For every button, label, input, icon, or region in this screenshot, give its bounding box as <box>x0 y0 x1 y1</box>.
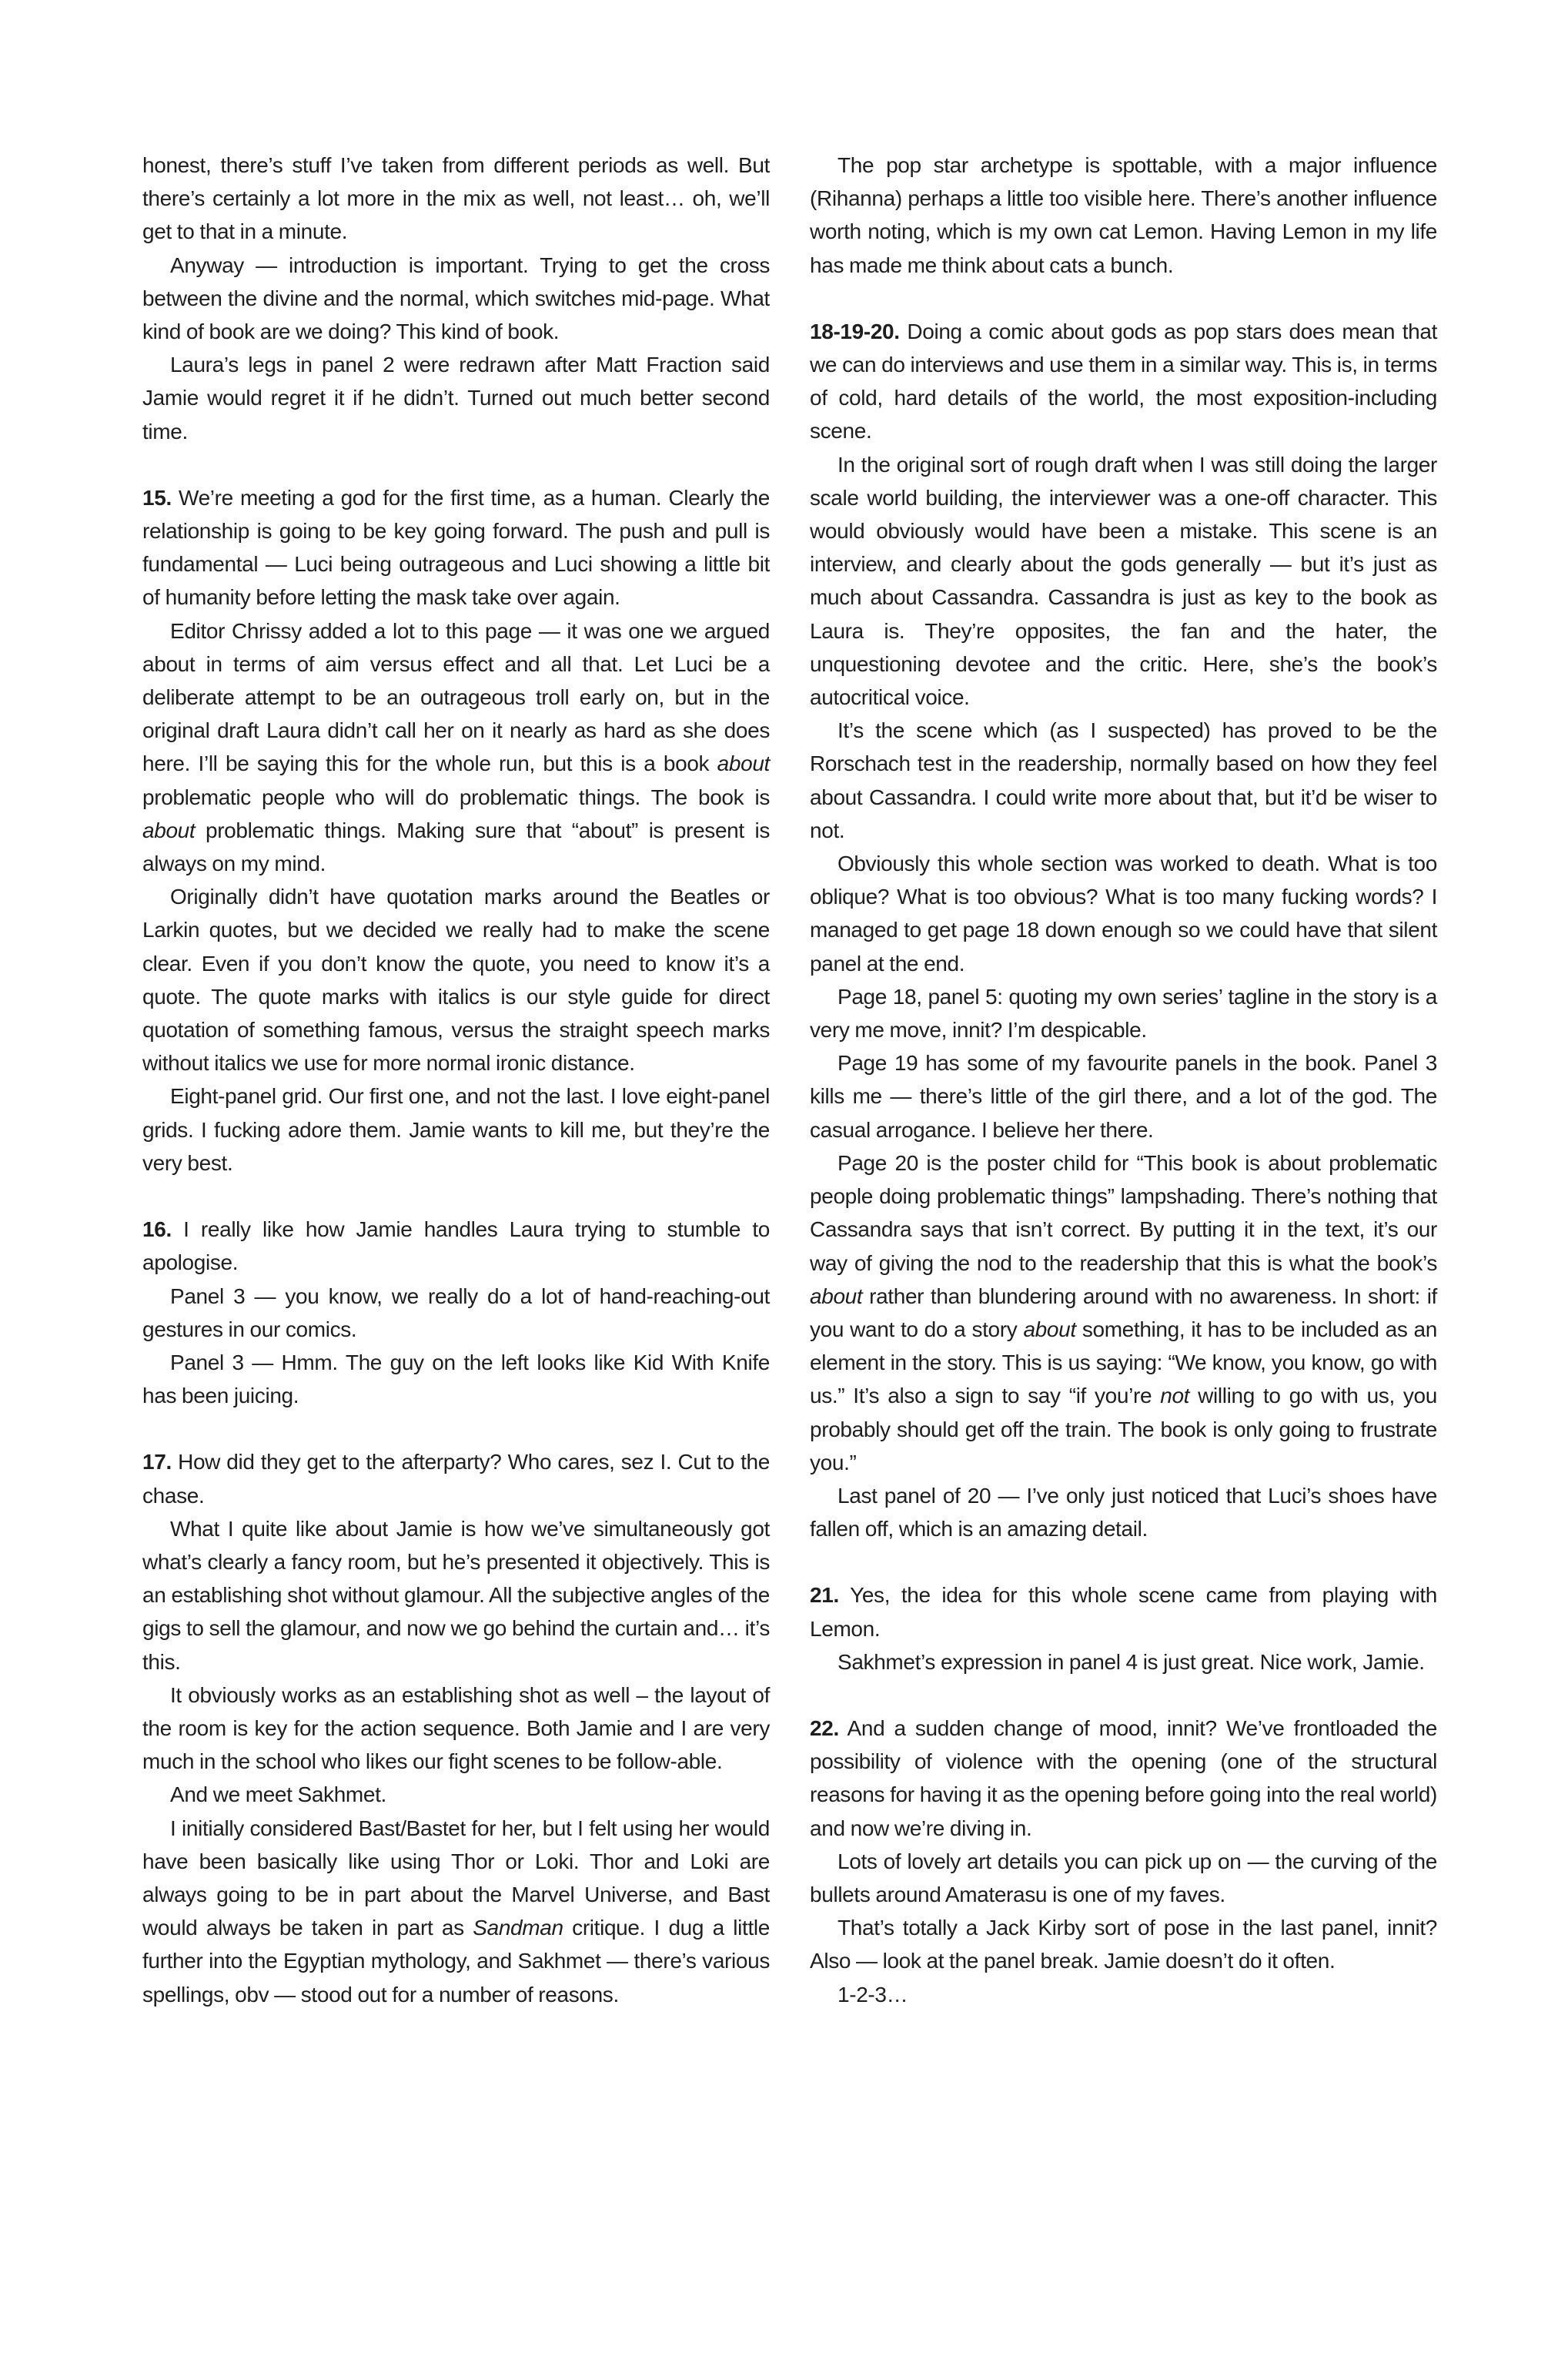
paragraph <box>142 1346 770 1412</box>
italic-text: Sandman <box>473 1916 563 1940</box>
paragraph <box>142 614 770 881</box>
paragraph <box>142 249 770 349</box>
paragraph <box>142 149 770 249</box>
section-18-19-20 <box>810 315 1437 1546</box>
body-text: critique. I dug a little further into the Egyptian mythology, and Sakhmet — there’s various spellings, obv — stood out for a number of reasons. <box>142 1916 770 2007</box>
body-text: We’re meeting a god for the first time, as a human. Clearly the relationship is going to be key going forward. The push and pull is fundamental — Luci being outrageous and Luci showing a little bit of humanity before letting the mask take over again. <box>142 485 770 610</box>
section-21 <box>810 1578 1437 1679</box>
right-column <box>810 149 1437 2011</box>
paragraph <box>810 448 1437 715</box>
paragraph <box>142 1512 770 1679</box>
paragraph <box>810 1578 1437 1645</box>
body-text: Eight-panel grid. Our first one, and not the last. I love eight-panel grids. I fucking adore them. Jamie wants to kill me, but they’re the very best. <box>142 1084 770 1175</box>
paragraph <box>142 1280 770 1346</box>
left-column <box>142 149 770 2011</box>
paragraph <box>810 1479 1437 1545</box>
body-text: Editor Chrissy added a lot to this page — it was one we argued about in terms of aim versus effect and all that. Let Luci be a deliberate attempt to be an outrageous troll early on, but in the original draft Laura didn’t call her on it nearly as hard as she does here. I’ll be saying this for the whole run, but this is a book <box>142 618 770 776</box>
paragraph <box>810 714 1437 847</box>
body-text: What I quite like about Jamie is how we’ve simultaneously got what’s clearly a fancy room, but he’s presented it objectively. This is an establishing shot without glamour. All the subjective angles of the gigs to sell the glamour, and now we go behind the curtain and… it’s this. <box>142 1516 770 1674</box>
section-number: 16. <box>142 1217 172 1242</box>
paragraph <box>142 1812 770 2011</box>
body-text: Obviously this whole section was worked to death. What is too oblique? What is too obvious? What is too many fucking words? I managed to get page 18 down enough so we could have that silent panel at the end. <box>810 852 1437 976</box>
paragraph <box>810 1978 1437 2011</box>
body-text: Last panel of 20 — I’ve only just noticed that Luci’s shoes have fallen off, which is an amazing detail. <box>810 1483 1437 1541</box>
paragraph <box>810 1712 1437 1845</box>
section-22 <box>810 1712 1437 2011</box>
paragraph <box>142 1445 770 1511</box>
body-text: problematic things. Making sure that “about” is present is always on my mind. <box>142 818 770 876</box>
body-text: Panel 3 — you know, we really do a lot of hand-reaching-out gestures in our comics. <box>142 1284 770 1341</box>
section-16 <box>142 1213 770 1412</box>
paragraph <box>810 149 1437 282</box>
section-number: 22. <box>810 1715 839 1740</box>
body-text: That’s totally a Jack Kirby sort of pose in the last panel, innit? Also — look at the panel break. Jamie doesn’t do it often. <box>810 1916 1437 1973</box>
paragraph <box>142 1778 770 1811</box>
paragraph <box>810 1645 1437 1679</box>
section-continued <box>810 149 1437 282</box>
body-text: something, it has to be included as an element in the story. This is us saying: “We know, you know, go with us.” It’s also a sign to say “if you’re <box>810 1317 1437 1408</box>
body-text: willing to go with us, you probably should get off the train. The book is only going to frustrate you.” <box>810 1384 1437 1474</box>
paragraph <box>810 315 1437 448</box>
paragraph <box>142 880 770 1079</box>
body-text: The pop star archetype is spottable, with a major influence (Rihanna) perhaps a little too visible here. There’s another influence worth noting, which is my own cat Lemon. Having Lemon in my life has made me think about cats a bunch. <box>810 153 1437 277</box>
paragraph <box>810 1845 1437 1911</box>
paragraph <box>142 1079 770 1180</box>
paragraph <box>142 481 770 614</box>
body-text: Lots of lovely art details you can pick up on — the curving of the bullets around Amaterasu is one of my faves. <box>810 1849 1437 1906</box>
body-text: I initially considered Bast/Bastet for her, but I felt using her would have been basically like using Thor or Loki. Thor and Loki are always going to be in part about the Marvel Universe, and Bast would always be taken in part as <box>142 1816 770 1940</box>
body-text: Page 18, panel 5: quoting my own series’ tagline in the story is a very me move, innit? I’m despicable. <box>810 984 1437 1043</box>
paragraph <box>810 847 1437 980</box>
italic-text: about <box>142 818 196 842</box>
section-continued <box>142 149 770 448</box>
section-15 <box>142 481 770 1180</box>
paragraph <box>142 1679 770 1779</box>
body-text: How did they get to the afterparty? Who cares, sez I. Cut to the chase. <box>142 1450 770 1508</box>
italic-text: about <box>717 751 770 776</box>
paragraph <box>810 1046 1437 1146</box>
body-text: And a sudden change of mood, innit? We’ve frontloaded the possibility of violence with the opening (one of the structural reasons for having it as the opening before going into the real world) and now we’re diving in. <box>810 1715 1438 1840</box>
body-text: Yes, the idea for this whole scene came from playing with Lemon. <box>810 1583 1437 1641</box>
body-text: Originally didn’t have quotation marks around the Beatles or Larkin quotes, but we decided we really had to make the scene clear. Even if you don’t know the quote, you need to know it’s a quote. The quote marks with italics is our style guide for direct quotation of something famous, versus the straight speech marks without italics we use for more normal ironic distance. <box>142 885 770 1076</box>
section-number: 15. <box>142 485 172 510</box>
body-text: 1-2-3… <box>837 1982 908 2007</box>
italic-text: about <box>1023 1317 1076 1341</box>
body-text: Panel 3 — Hmm. The guy on the left looks like Kid With Knife has been juicing. <box>142 1350 770 1408</box>
section-number: 18-19-20. <box>810 319 900 343</box>
body-text: I really like how Jamie handles Laura trying to stumble to apologise. <box>142 1217 770 1275</box>
body-text: Page 20 is the poster child for “This book is about problematic people doing problematic things” lampshading. There’s nothing that Cassandra says that isn’t correct. By putting it in the text, it’s our way of giving the nod to the readership that this is what the book’s <box>810 1150 1437 1275</box>
paragraph <box>142 348 770 448</box>
paragraph <box>810 1911 1437 1977</box>
body-text: rather than blundering around with no awareness. In short: if you want to do a story <box>810 1284 1437 1341</box>
paragraph <box>810 980 1437 1046</box>
body-text: In the original sort of rough draft when I was still doing the larger scale world building, the interviewer was a one-off character. This would obviously would have been a mistake. This scene is an interview, and clearly about the gods generally — but it’s just as much about Cassandra. Cassandra is just as key to the book as Laura is. They’re opposites, the fan and the hater, the unquestioning devotee and the critic. Here, she’s the book’s autocritical voice. <box>810 452 1437 710</box>
body-text: problematic people who will do problematic things. The book is <box>142 785 770 809</box>
body-text: Doing a comic about gods as pop stars does mean that we can do interviews and use them in a similar way. This is, in terms of cold, hard details of the world, the most exposition-including scene. <box>810 319 1438 443</box>
body-text: Laura’s legs in panel 2 were redrawn after Matt Fraction said Jamie would regret it if he didn’t. Turned out much better second time. <box>142 353 770 443</box>
body-text: It obviously works as an establishing shot as well – the layout of the room is key for the action sequence. Both Jamie and I are very much in the school who likes our fight scenes to be follow-able. <box>142 1682 770 1774</box>
body-text: And we meet Sakhmet. <box>170 1782 386 1807</box>
body-text: honest, there’s stuff I’ve taken from different periods as well. But there’s certainly a lot more in the mix as well, not least… oh, we’ll get to that in a minute. <box>142 153 770 244</box>
body-text: Page 19 has some of my favourite panels in the book. Panel 3 kills me — there’s little of the girl there, and a lot of the god. The casual arrogance. I believe her there. <box>810 1051 1437 1142</box>
italic-text: not <box>1160 1384 1190 1408</box>
body-text: It’s the scene which (as I suspected) has proved to be the Rorschach test in the readership, normally based on how they feel about Cassandra. I could write more about that, but it’d be wiser to not. <box>810 718 1437 842</box>
italic-text: about <box>810 1284 863 1308</box>
section-number: 17. <box>142 1450 172 1474</box>
paragraph <box>810 1146 1437 1479</box>
body-text: Anyway — introduction is important. Trying to get the cross between the divine and the normal, which switches mid-page. What kind of book are we doing? This kind of book. <box>142 253 770 344</box>
paragraph <box>142 1213 770 1279</box>
body-text: Sakhmet’s expression in panel 4 is just great. Nice work, Jamie. <box>837 1649 1425 1674</box>
section-17 <box>142 1445 770 2010</box>
section-number: 21. <box>810 1583 839 1608</box>
